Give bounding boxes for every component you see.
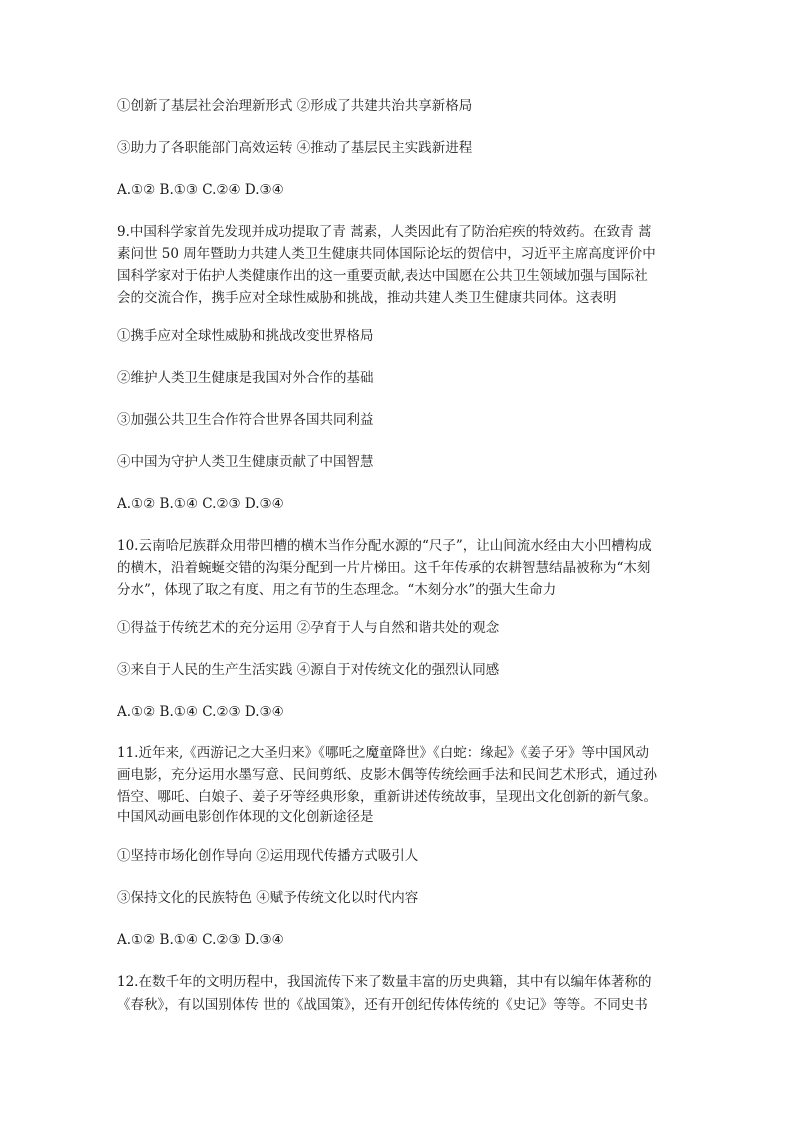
q10-stem-line-2: 的横木，沿着蜿蜒交错的沟渠分配到一片片梯田。这千年传承的农耕智慧结晶被称为“木刻 xyxy=(117,560,651,576)
q10-stem-line-1: 10.云南哈尼族群众用带凹槽的横木当作分配水源的“尺子”，让山间流水经由大小凹槽构成 xyxy=(117,538,652,554)
q9-option-3: ③加强公共卫生合作符合世界各国共同利益 xyxy=(117,412,374,428)
q11-stem-line-4: 中国风动画电影创作体现的文化创新途径是 xyxy=(117,809,374,825)
q11-stem-line-1: 11.近年来,《西游记之大圣归来》《哪吒之魔童降世》《白蛇：缘起》《姜子牙》等中国风动 xyxy=(117,745,650,761)
q8-answer-choices: A.①② B.①③ C.②④ D.③④ xyxy=(117,182,284,198)
q11-stem-line-3: 悟空、哪吒、白娘子、姜子牙等经典形象，重新讲述传统故事，呈现出文化创新的新气象。 xyxy=(117,789,657,805)
q11-option-line-1: ①坚持市场化创作导向 ②运用现代传播方式吸引人 xyxy=(117,848,419,864)
q10-stem-line-3: 分水”，体现了取之有度、用之有节的生态理念。“木刻分水”的强大生命力 xyxy=(117,582,557,598)
q11-stem-line-2: 画电影，充分运用水墨写意、民间剪纸、皮影木偶等传统绘画手法和民间艺术形式，通过孙 xyxy=(117,767,657,783)
q10-answer-choices: A.①② B.①④ C.②③ D.③④ xyxy=(117,704,284,720)
q12-stem-line-2: 《春秋》，有以国别体传 世的《战国策》，还有开创纪传体传统的《史记》等等。不同史书 xyxy=(117,997,648,1013)
q8-option-line-2: ③助力了各职能部门高效运转 ④推动了基层民主实践新进程 xyxy=(117,140,473,156)
q9-stem-line-2: 素问世 50 周年暨助力共建人类卫生健康共同体国际论坛的贺信中，习近平主席高度评价中 xyxy=(117,246,656,262)
q9-stem-line-1: 9.中国科学家首先发现并成功提取了青 蒿素，人类因此有了防治疟疾的特效药。在致青 蒿 xyxy=(117,224,652,240)
q9-stem-line-3: 国科学家对于佑护人类健康作出的这一重要贡献,表达中国愿在公共卫生领域加强与国际社 xyxy=(117,268,648,284)
q9-option-4: ④中国为守护人类卫生健康贡献了中国智慧 xyxy=(117,454,374,470)
q9-stem-line-4: 会的交流合作，携手应对全球性威胁和挑战，推动共建人类卫生健康共同体。这表明 xyxy=(117,290,617,306)
q9-option-1: ①携手应对全球性威胁和挑战改变世界格局 xyxy=(117,328,374,344)
q12-stem-line-1: 12.在数千年的文明历程中，我国流传下来了数量丰富的历史典籍，其中有以编年体著称的 xyxy=(117,974,652,990)
q8-option-line-1: ①创新了基层社会治理新形式 ②形成了共建共治共享新格局 xyxy=(117,98,473,114)
q10-option-line-2: ③来自于人民的生产生活实践 ④源自于对传统文化的强烈认同感 xyxy=(117,662,500,678)
q9-answer-choices: A.①② B.①④ C.②③ D.③④ xyxy=(117,496,284,512)
q11-option-line-2: ③保持文化的民族特色 ④赋予传统文化以时代内容 xyxy=(117,890,419,906)
q11-answer-choices: A.①② B.①④ C.②③ D.③④ xyxy=(117,932,284,948)
q10-option-line-1: ①得益于传统艺术的充分运用 ②孕育于人与自然和谐共处的观念 xyxy=(117,620,500,636)
q9-option-2: ②维护人类卫生健康是我国对外合作的基础 xyxy=(117,370,374,386)
